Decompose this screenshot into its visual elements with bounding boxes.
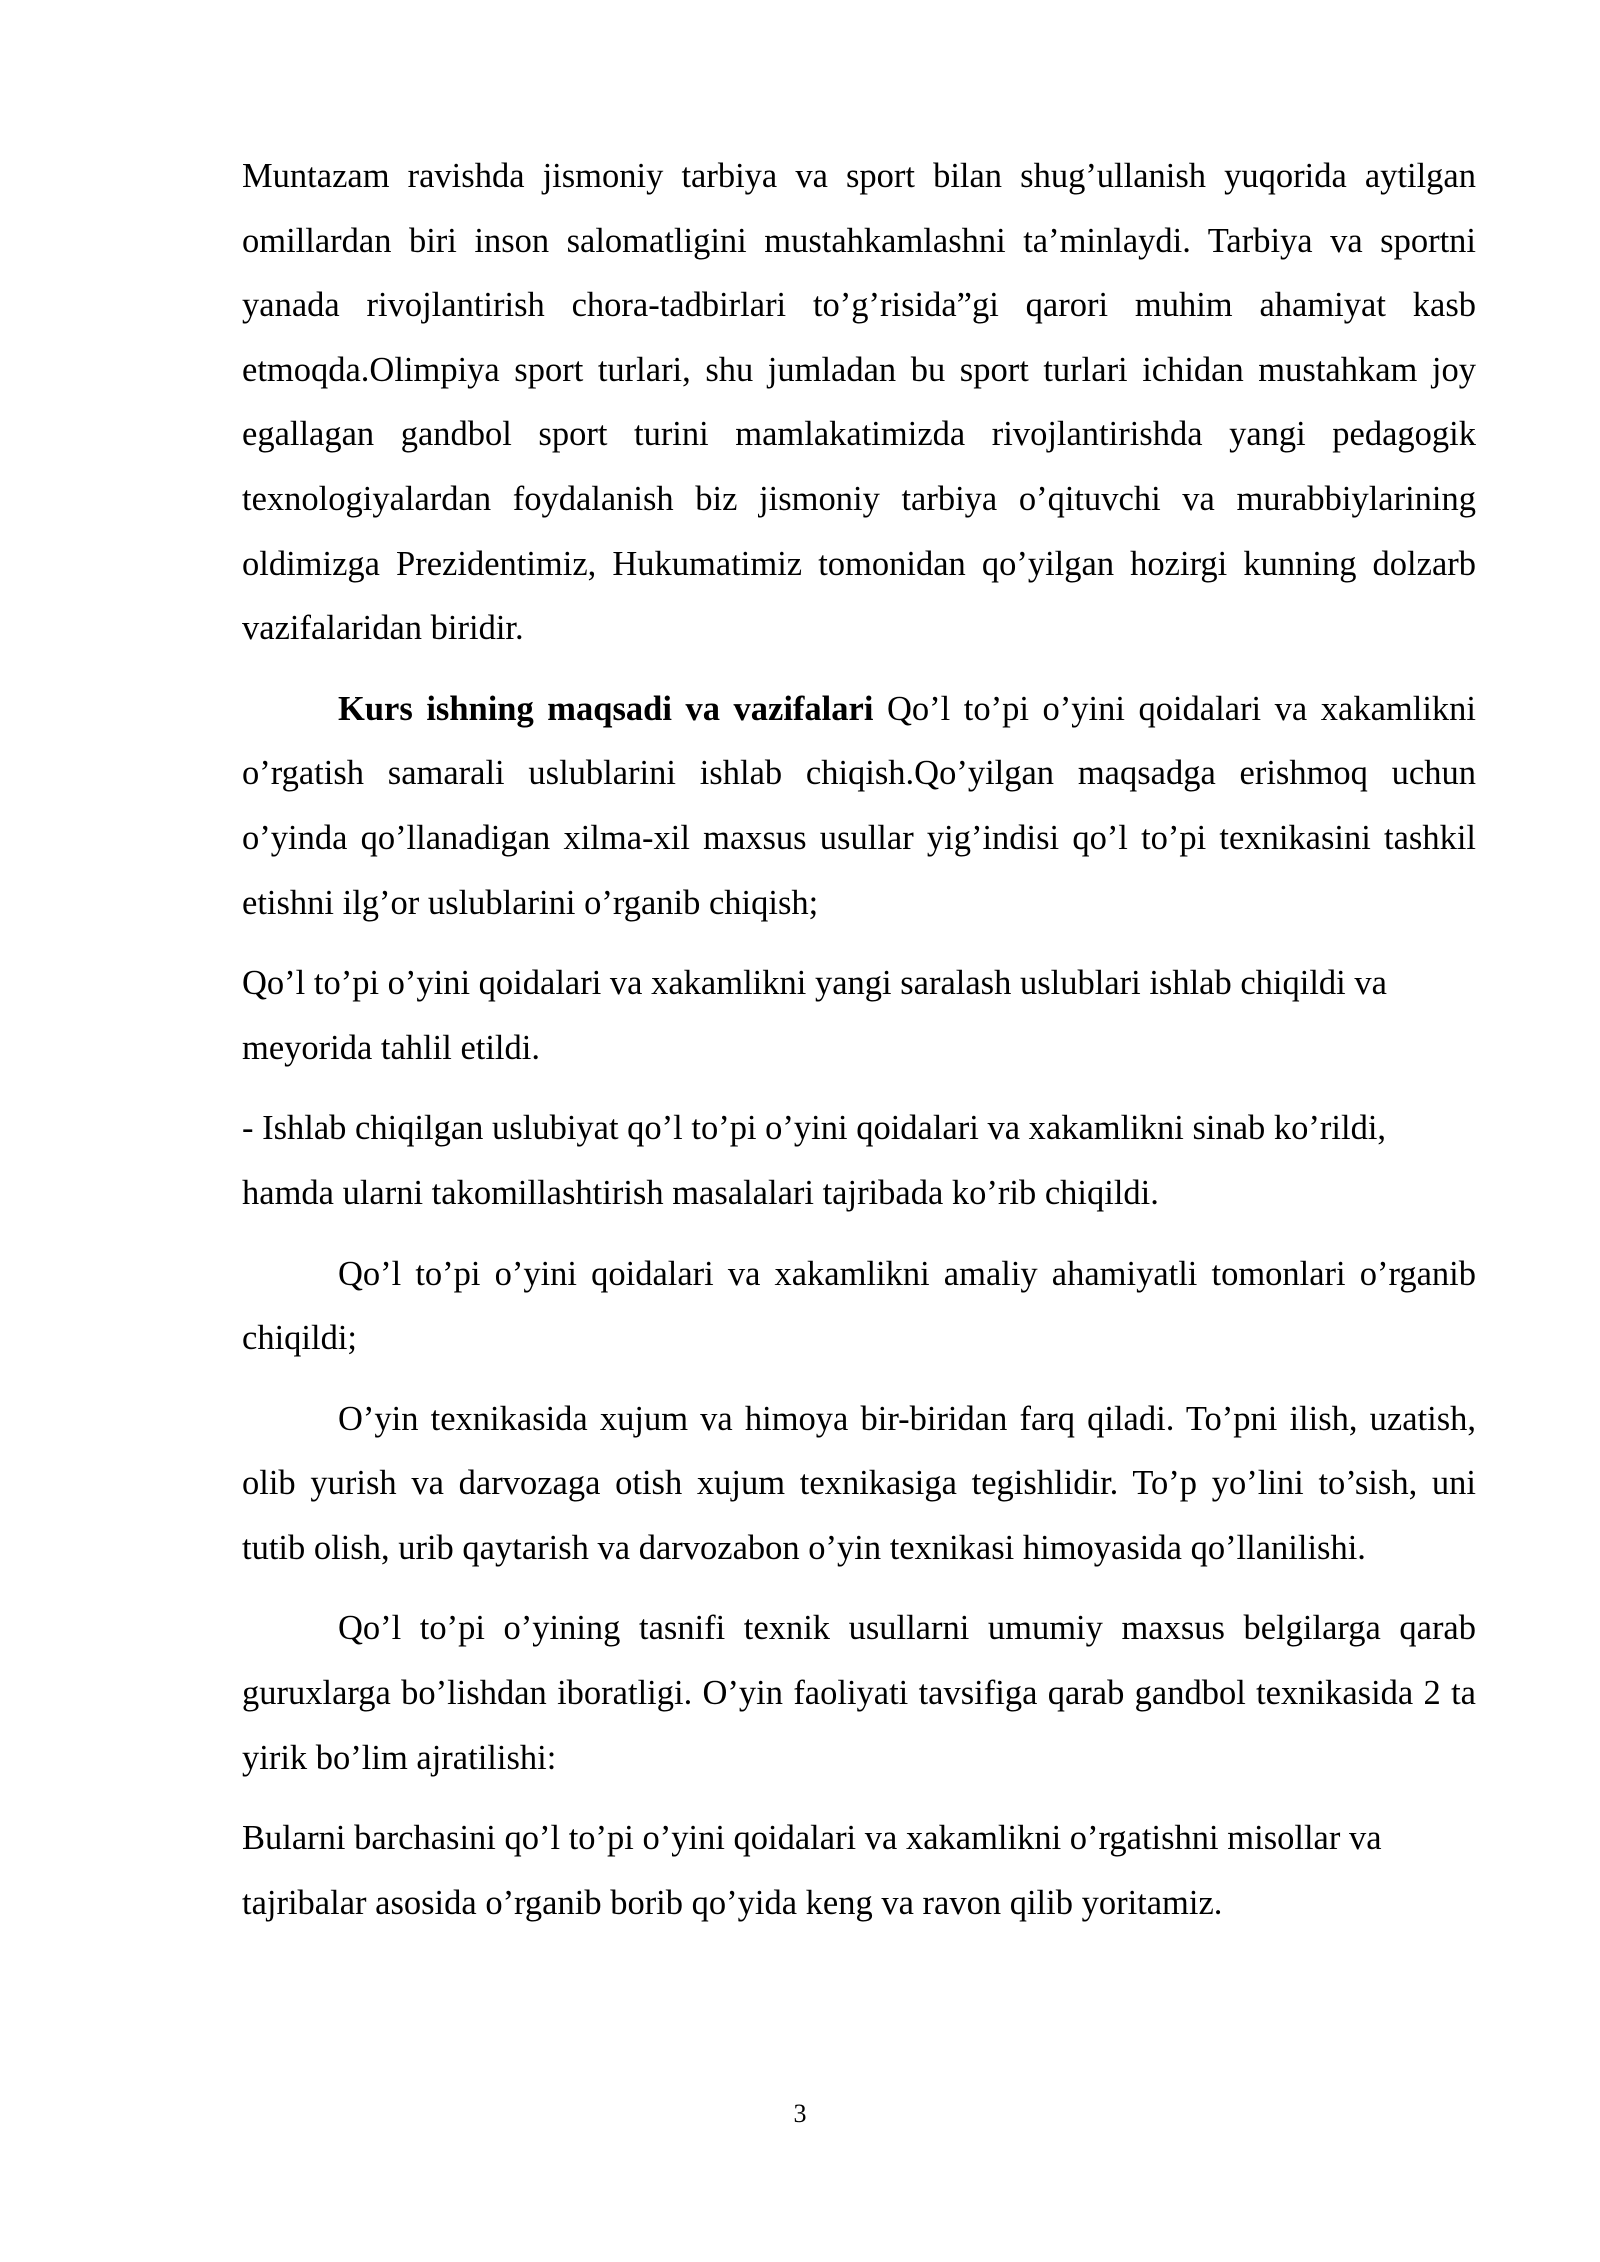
- paragraph-classification: Qo’l to’pi o’yining tasnifi texnik usullarni umumiy maxsus belgilarga qarab guruxlarga bo’lishdan iboratligi. O’yin faoliyati tavsifiga qarab gandbol texnikasida 2 ta yirik bo’lim ajratilishi:: [242, 1609, 1476, 1777]
- paragraph-intro: Muntazam ravishda jismoniy tarbiya va sport bilan shug’ullanish yuqorida aytilgan omillardan biri inson salomatligini mustahkamlashni ta’minlaydi. Tarbiya va sportni yanada rivojlantirish chora-tadbirlari to’g’risida”gi qarori muhim ahamiyat kasb etmoqda.Olimpiya sport turlari, shu jumladan bu sport turlari ichidan mustahkam joy egallagan gandbol sport turini mamlakatimizda rivojlantirishda yangi pedagogik texnologiyalardan foydalanish biz jismoniy tarbiya o’qituvchi va murabbiylarining oldimizga Prezidentimiz, Hukumatimiz tomonidan qo’yilgan hozirgi kunning dolzarb vazifalaridan biridir.: [242, 157, 1476, 648]
- document-body: [242, 144, 1476, 1935]
- paragraph-rules-developed: Qo’l to’pi o’yini qoidalari va xakamlikni yangi saralash uslublari ishlab chiqildi va meyorida tahlil etildi.: [242, 964, 1387, 1067]
- paragraph-methodology-tested: - Ishlab chiqilgan uslubiyat qo’l to’pi o’yini qoidalari va xakamlikni sinab ko’rildi, hamda ularni takomillashtirish masalalari tajribada ko’rib chiqildi.: [242, 1109, 1387, 1212]
- paragraph-conclusion: Bularni barchasini qo’l to’pi o’yini qoidalari va xakamlikni o’rgatishni misollar va tajribalar asosida o’rganib borib qo’yida keng va ravon qilib yoritamiz.: [242, 1819, 1382, 1922]
- paragraph-practical-aspects: Qo’l to’pi o’yini qoidalari va xakamlikni amaliy ahamiyatli tomonlari o’rganib chiqildi;: [242, 1254, 1476, 1358]
- paragraph-goals-text: Qo’l to’pi o’yini qoidalari va xakamlikni o’rgatish samarali uslublarini ishlab chiqish.Qo’yilgan maqsadga erishmoq uchun o’yinda qo’llanadigan xilma-xil maxsus usullar yig’indisi qo’l to’pi texnikasini tashkil etishni ilg’or uslublarini o’rganib chiqish;: [242, 689, 1476, 922]
- page-number: 3: [793, 2099, 807, 2128]
- paragraph-goals: [242, 677, 1476, 935]
- paragraph-game-technique: O’yin texnikasida xujum va himoya bir-biridan farq qiladi. To’pni ilish, uzatish, olib yurish va darvozaga otish xujum texnikasiga tegishlidir. To’p yo’lini to’sish, uni tutib olish, urib qaytarish va darvozabon o’yin texnikasi himoyasida qo’llanilishi.: [242, 1399, 1476, 1567]
- section-heading-goals: Kurs ishning maqsadi va vazifalari: [338, 689, 874, 728]
